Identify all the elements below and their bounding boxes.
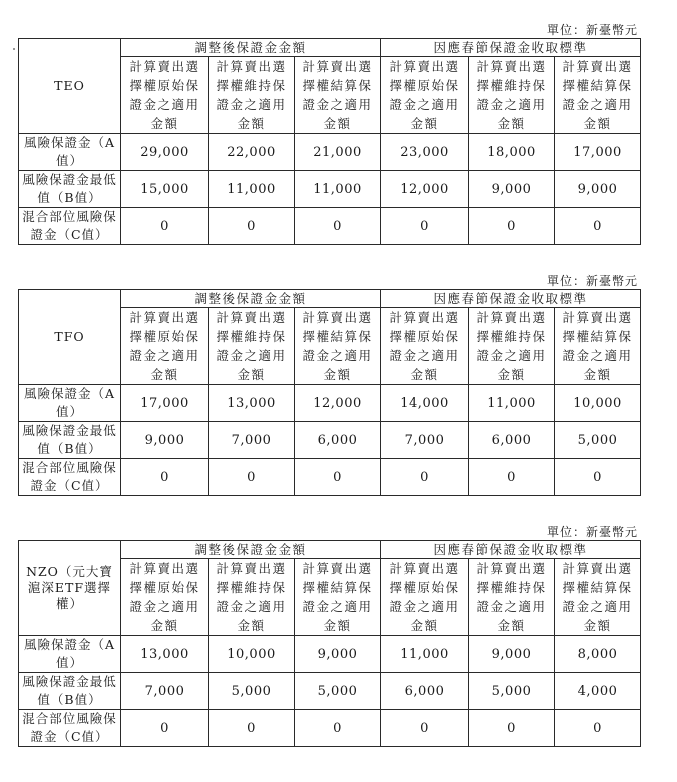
- value-cell: 9,000: [295, 636, 381, 673]
- column-header: 計算賣出選擇權維持保證金之適用金額: [469, 308, 555, 385]
- column-header: 計算賣出選擇權維持保證金之適用金額: [209, 308, 295, 385]
- table-row: [19, 422, 641, 459]
- column-header: 計算賣出選擇權維持保證金之適用金額: [469, 559, 555, 636]
- value-cell: 5,000: [209, 673, 295, 710]
- column-header: 計算賣出選擇權維持保證金之適用金額: [469, 57, 555, 134]
- value-cell: 5,000: [295, 673, 381, 710]
- table-row: [19, 134, 641, 171]
- table-row: [19, 171, 641, 208]
- value-cell: 0: [469, 208, 555, 245]
- column-header: 計算賣出選擇權維持保證金之適用金額: [209, 57, 295, 134]
- value-cell: 5,000: [555, 422, 641, 459]
- value-cell: 14,000: [381, 385, 469, 422]
- margin-table: [18, 540, 641, 747]
- value-cell: 0: [469, 459, 555, 496]
- value-cell: 0: [381, 459, 469, 496]
- group-header-new-year: 因應春節保證金收取標準: [381, 39, 641, 57]
- group-header-adjusted: 調整後保證金金額: [121, 39, 381, 57]
- value-cell: 29,000: [121, 134, 209, 171]
- column-header: 計算賣出選擇權原始保證金之適用金額: [381, 308, 469, 385]
- table-row: [19, 673, 641, 710]
- value-cell: 6,000: [381, 673, 469, 710]
- value-cell: 12,000: [381, 171, 469, 208]
- value-cell: 9,000: [121, 422, 209, 459]
- value-cell: 22,000: [209, 134, 295, 171]
- column-header: 計算賣出選擇權結算保證金之適用金額: [555, 57, 641, 134]
- value-cell: 8,000: [555, 636, 641, 673]
- value-cell: 13,000: [121, 636, 209, 673]
- group-header-new-year: 因應春節保證金收取標準: [381, 290, 641, 308]
- value-cell: 0: [121, 710, 209, 747]
- value-cell: 23,000: [381, 134, 469, 171]
- column-header: 計算賣出選擇權維持保證金之適用金額: [209, 559, 295, 636]
- unit-note: 單位：新臺幣元: [546, 23, 638, 37]
- margin-table-block: [18, 273, 640, 496]
- scan-speck: [13, 48, 15, 50]
- value-cell: 0: [209, 459, 295, 496]
- row-label: 混合部位風險保證金（C值）: [19, 459, 121, 496]
- margin-table: [18, 38, 641, 245]
- value-cell: 0: [555, 710, 641, 747]
- value-cell: 0: [295, 459, 381, 496]
- row-label: 風險保證金（A值）: [19, 385, 121, 422]
- unit-note: 單位：新臺幣元: [546, 525, 638, 539]
- group-header-adjusted: 調整後保證金金額: [121, 290, 381, 308]
- table-row: [19, 636, 641, 673]
- value-cell: 9,000: [555, 171, 641, 208]
- margin-table-block: [18, 524, 640, 747]
- row-label: 混合部位風險保證金（C值）: [19, 710, 121, 747]
- value-cell: 0: [555, 459, 641, 496]
- value-cell: 11,000: [209, 171, 295, 208]
- table-row: [19, 208, 641, 245]
- column-header: 計算賣出選擇權原始保證金之適用金額: [121, 308, 209, 385]
- column-header: 計算賣出選擇權結算保證金之適用金額: [295, 308, 381, 385]
- column-header: 計算賣出選擇權原始保證金之適用金額: [381, 57, 469, 134]
- column-header: 計算賣出選擇權結算保證金之適用金額: [295, 57, 381, 134]
- column-header: 計算賣出選擇權原始保證金之適用金額: [381, 559, 469, 636]
- column-header: 計算賣出選擇權結算保證金之適用金額: [555, 559, 641, 636]
- value-cell: 0: [295, 710, 381, 747]
- value-cell: 7,000: [209, 422, 295, 459]
- value-cell: 0: [381, 710, 469, 747]
- value-cell: 7,000: [381, 422, 469, 459]
- value-cell: 9,000: [469, 171, 555, 208]
- column-header: 計算賣出選擇權結算保證金之適用金額: [555, 308, 641, 385]
- table-row: [19, 710, 641, 747]
- product-code-cell: NZO（元大寶滬深ETF選擇權）: [19, 541, 121, 636]
- table-row: [19, 459, 641, 496]
- value-cell: 13,000: [209, 385, 295, 422]
- value-cell: 0: [381, 208, 469, 245]
- value-cell: 17,000: [555, 134, 641, 171]
- row-label: 風險保證金最低值（B值）: [19, 422, 121, 459]
- value-cell: 12,000: [295, 385, 381, 422]
- group-header-new-year: 因應春節保證金收取標準: [381, 541, 641, 559]
- value-cell: 17,000: [121, 385, 209, 422]
- value-cell: 0: [469, 710, 555, 747]
- value-cell: 21,000: [295, 134, 381, 171]
- row-label: 風險保證金（A值）: [19, 636, 121, 673]
- value-cell: 11,000: [469, 385, 555, 422]
- margin-table-block: [18, 22, 640, 245]
- table-row: [19, 385, 641, 422]
- column-header: 計算賣出選擇權結算保證金之適用金額: [295, 559, 381, 636]
- group-header-adjusted: 調整後保證金金額: [121, 541, 381, 559]
- value-cell: 0: [295, 208, 381, 245]
- column-header: 計算賣出選擇權原始保證金之適用金額: [121, 57, 209, 134]
- value-cell: 15,000: [121, 171, 209, 208]
- value-cell: 0: [209, 208, 295, 245]
- row-label: 混合部位風險保證金（C值）: [19, 208, 121, 245]
- value-cell: 10,000: [209, 636, 295, 673]
- margin-table: [18, 289, 641, 496]
- product-code-cell: TFO: [19, 290, 121, 385]
- value-cell: 10,000: [555, 385, 641, 422]
- value-cell: 6,000: [295, 422, 381, 459]
- product-code-cell: TEO: [19, 39, 121, 134]
- column-header: 計算賣出選擇權原始保證金之適用金額: [121, 559, 209, 636]
- row-label: 風險保證金最低值（B值）: [19, 673, 121, 710]
- value-cell: 0: [555, 208, 641, 245]
- value-cell: 6,000: [469, 422, 555, 459]
- unit-note: 單位：新臺幣元: [546, 274, 638, 288]
- row-label: 風險保證金（A值）: [19, 134, 121, 171]
- value-cell: 0: [121, 459, 209, 496]
- value-cell: 11,000: [295, 171, 381, 208]
- value-cell: 4,000: [555, 673, 641, 710]
- value-cell: 18,000: [469, 134, 555, 171]
- value-cell: 11,000: [381, 636, 469, 673]
- value-cell: 5,000: [469, 673, 555, 710]
- row-label: 風險保證金最低值（B值）: [19, 171, 121, 208]
- value-cell: 7,000: [121, 673, 209, 710]
- value-cell: 0: [121, 208, 209, 245]
- value-cell: 0: [209, 710, 295, 747]
- value-cell: 9,000: [469, 636, 555, 673]
